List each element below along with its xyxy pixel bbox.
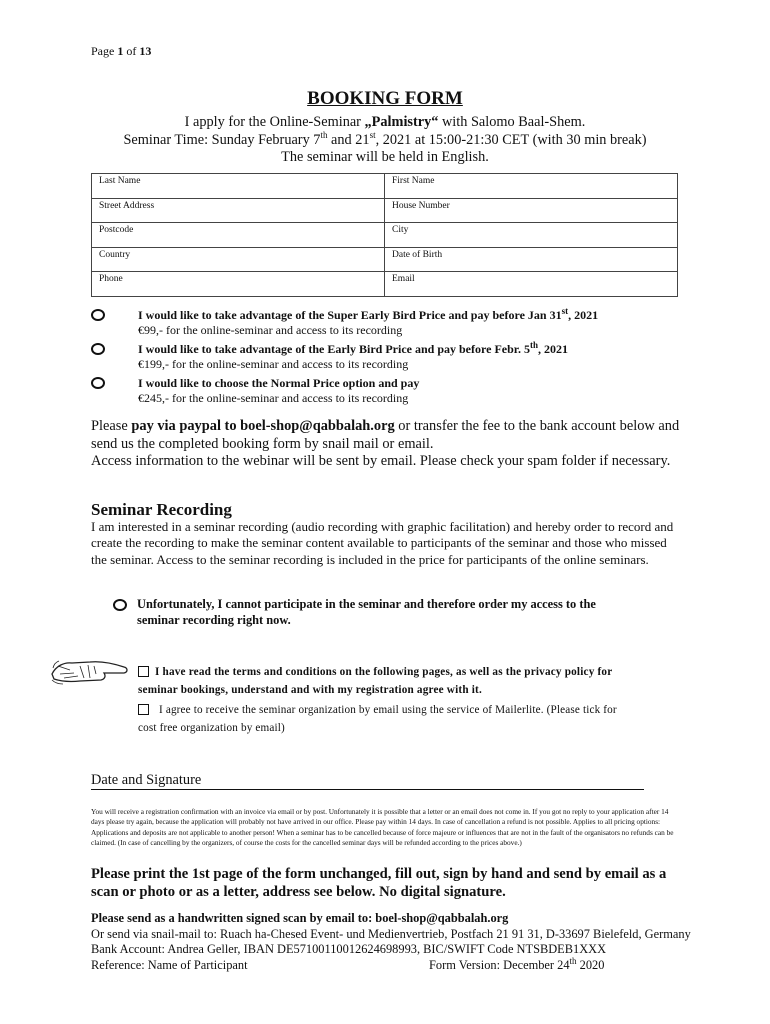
signature-line[interactable] [91,789,644,790]
recording-heading: Seminar Recording [91,500,232,519]
house-number-field[interactable]: House Number [385,198,678,223]
form-version: Form Version: December 24th 2020 [429,955,605,973]
pointing-hand-icon [50,654,130,688]
city-field[interactable]: City [385,223,678,248]
radio-button[interactable] [91,377,105,389]
page-title: BOOKING FORM [307,88,463,109]
intro-text: I apply for the Online-Seminar „Palmistry“ with Salomo Baal-Shem. Seminar Time: Sunday February 7th and 21st, 2021 at 15:00-21:30 CET (with 30 min break) The seminar will be held in English. [123,114,647,165]
date-of-birth-field[interactable]: Date of Birth [385,247,678,272]
print-instruction: Please print the 1st page of the form unchanged, fill out, sign by hand and send by email as a scan or photo or as a letter, address see below. No digital signature. [91,866,667,900]
email-field[interactable]: Email [385,272,678,297]
payment-instructions: Please pay via paypal to boel-shop@qabbalah.org or transfer the fee to the bank account below and send us the completed booking form by snail mail or email. Access information to the webinar will be sent by email. Please check your spam folder if necessary. [91,418,680,469]
recording-text: I am interested in a seminar recording (audio recording with graphic facilitation) and hereby order to record and create the recording to make the seminar content available to participants of the seminar and those who missed the seminar. Access to the seminar recording is included in the price for participants of the online seminars. [91,519,674,567]
last-name-field[interactable]: Last Name [92,174,385,199]
terms-checkbox[interactable] [138,666,149,677]
radio-button[interactable] [91,309,105,321]
radio-button[interactable] [113,599,127,611]
country-field[interactable]: Country [92,247,385,272]
radio-button[interactable] [91,343,105,355]
phone-field[interactable]: Phone [92,272,385,297]
postcode-field[interactable]: Postcode [92,223,385,248]
reference-label: Reference: Name of Participant [91,958,248,973]
signature-label: Date and Signature [91,772,202,788]
street-address-field[interactable]: Street Address [92,198,385,223]
mailerlite-checkbox[interactable] [138,704,149,715]
page-number: Page 1 of 13 [91,44,152,58]
send-instructions: Please send as a handwritten signed scan by email to: boel-shop@qabbalah.org Or send via snail-mail to: Ruach ha-Chesed Event- und Medienvertrieb, Postfach 21 91 31, D-33697 Bielefeld, Germany Bank Account: Andrea Geller, IBAN DE57100110012624698993, BIC/SWIFT Code NTSBDEB1XXX Reference: Name of Participant Form Version: December 24th 2020 [91,911,691,973]
fine-print: You will receive a registration confirmation with an invoice via email or by post. Unfortunately it is possible that a letter or an email does not come in. If you got no reply to your application after 14 days please try again, because the application will probably not have arrived in our office. Please pay within 14 days. In case of cancellation a refund is not possible. Applies to all pricing options: Applications and deposits are not applicable to another person! When a seminar has to be cancelled because of force majeure or influences that are not in the fault of the organisators no refunds can be claimed. (In case of cancelling by the organizers, of course the costs for the cancelled seminar days will be refunded according to the prices above.) [91,807,674,847]
personal-data-table [91,173,678,297]
first-name-field[interactable]: First Name [385,174,678,199]
